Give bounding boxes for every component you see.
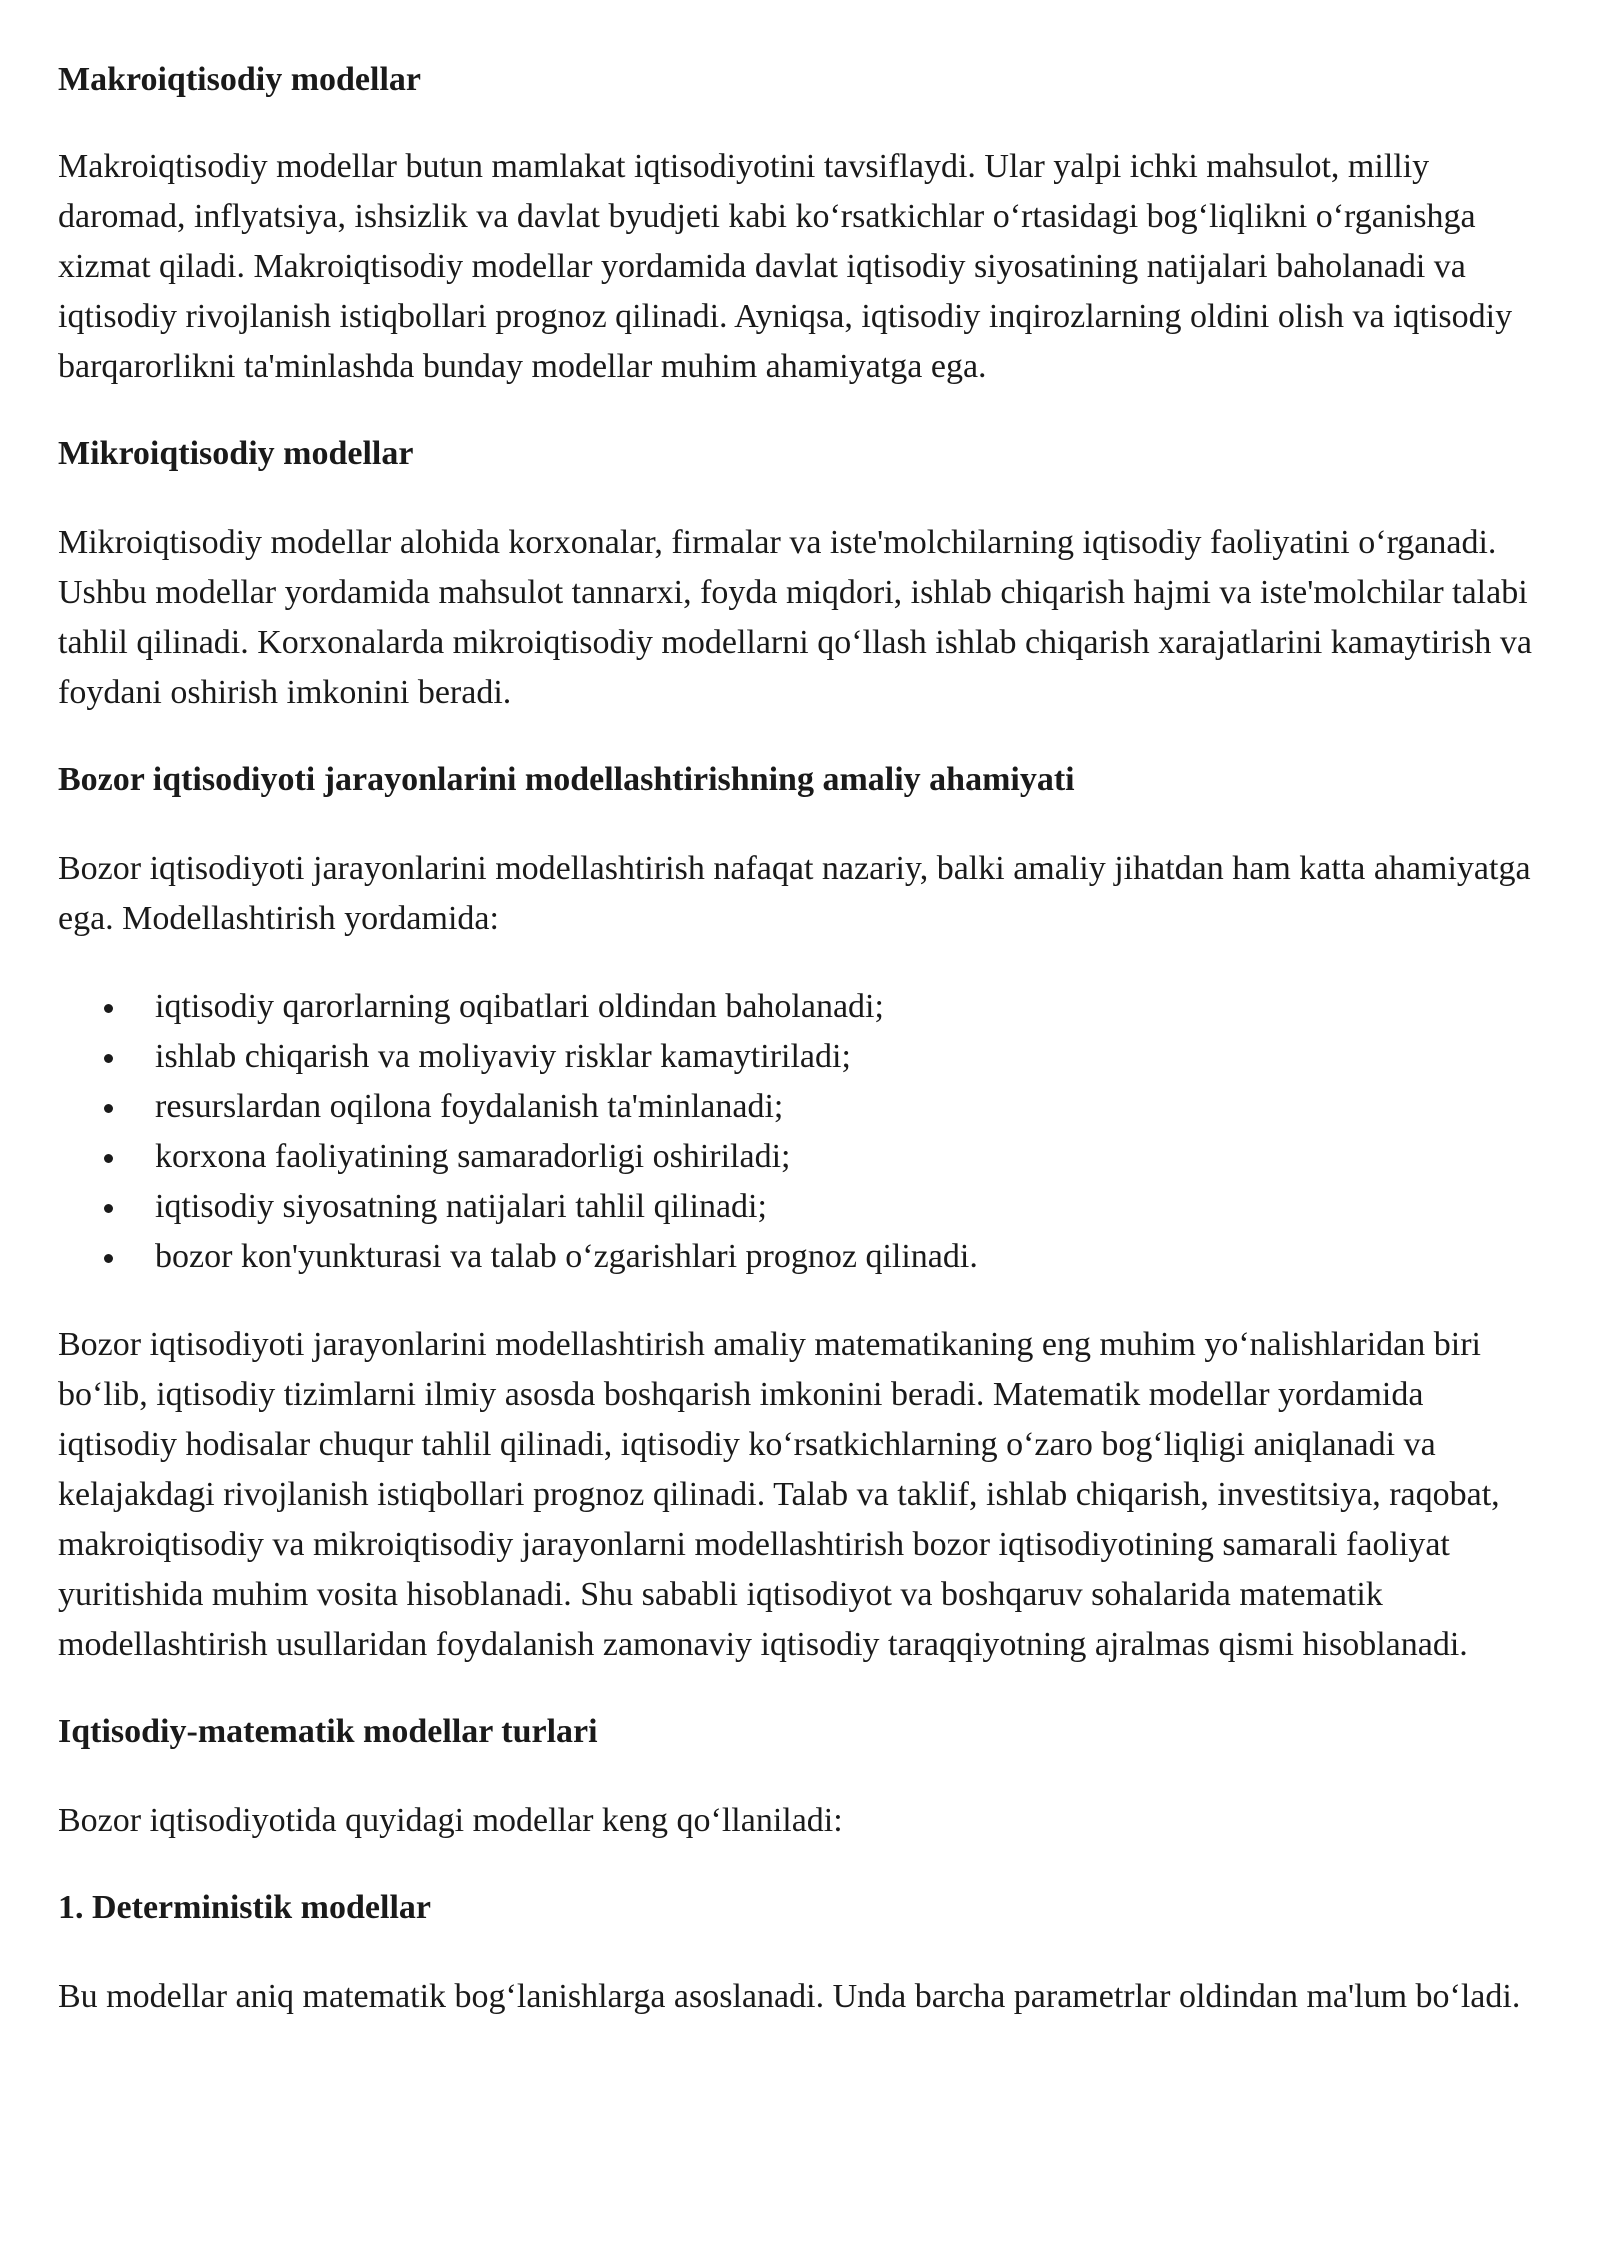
list-item xyxy=(58,1032,1550,1082)
bullet-icon xyxy=(104,1054,113,1063)
list-item-text: korxona faoliyatining samaradorligi oshiriladi; xyxy=(155,1138,791,1175)
section-heading-types: Iqtisodiy-matematik modellar turlari xyxy=(58,1713,598,1750)
list-item xyxy=(58,1082,1550,1132)
paragraph-practical-intro: Bozor iqtisodiyoti jarayonlarini modellashtirish nafaqat nazariy, balki amaliy jihatdan ham katta ahamiyatga ega. Modellashtirish yordamida: xyxy=(58,850,1531,937)
list-item-text: iqtisodiy qarorlarning oqibatlari oldindan baholanadi; xyxy=(155,988,884,1025)
list-item xyxy=(58,1182,1550,1232)
paragraph-micro: Mikroiqtisodiy modellar alohida korxonalar, firmalar va iste'molchilarning iqtisodiy faoliyatini oʻrganadi. Ushbu modellar yordamida mahsulot tannarxi, foyda miqdori, ishlab chiqarish hajmi va iste'molchilar talabi tahlil qilinadi. Korxonalarda mikroiqtisodiy modellarni qoʻllash ishlab chiqarish xarajatlarini kamaytirish va foydani oshirish imkonini beradi. xyxy=(58,524,1532,711)
paragraph-practical-conclusion: Bozor iqtisodiyoti jarayonlarini modellashtirish amaliy matematikaning eng muhim yoʻnalishlaridan biri boʻlib, iqtisodiy tizimlarni ilmiy asosda boshqarish imkonini beradi. Matematik modellar yordamida iqtisodiy hodisalar chuqur tahlil qilinadi, iqtisodiy koʻrsatkichlarning oʻzaro bogʻliqligi aniqlanadi va kelajakdagi rivojlanish istiqbollari prognoz qilinadi. Talab va taklif, ishlab chiqarish, investitsiya, raqobat, makroiqtisodiy va mikroiqtisodiy jarayonlarni modellashtirish bozor iqtisodiyotining samarali faoliyat yuritishida muhim vosita hisoblanadi. Shu sababli iqtisodiyot va boshqaruv sohalarida matematik modellashtirish usullaridan foydalanish zamonaviy iqtisodiy taraqqiyotning ajralmas qismi hisoblanadi. xyxy=(58,1326,1500,1663)
bullet-icon xyxy=(104,1104,113,1113)
bullet-icon xyxy=(104,1254,113,1263)
bullet-list xyxy=(58,982,1550,1282)
paragraph-macro: Makroiqtisodiy modellar butun mamlakat iqtisodiyotini tavsiflaydi. Ular yalpi ichki mahsulot, milliy daromad, inflyatsiya, ishsizlik va davlat byudjeti kabi koʻrsatkichlar oʻrtasidagi bogʻliqlikni oʻrganishga xizmat qiladi. Makroiqtisodiy modellar yordamida davlat iqtisodiy siyosatining natijalari baholanadi va iqtisodiy rivojlanish istiqbollari prognoz qilinadi. Ayniqsa, iqtisodiy inqirozlarning oldini olish va iqtisodiy barqarorlikni ta'minlashda bunday modellar muhim ahamiyatga ega. xyxy=(58,148,1513,385)
list-item-text: iqtisodiy siyosatning natijalari tahlil qilinadi; xyxy=(155,1188,767,1225)
bullet-icon xyxy=(104,1154,113,1163)
bullet-icon xyxy=(104,1204,113,1213)
list-item xyxy=(58,982,1550,1032)
list-item xyxy=(58,1232,1550,1282)
section-heading-micro: Mikroiqtisodiy modellar xyxy=(58,435,414,472)
list-item-text: ishlab chiqarish va moliyaviy risklar kamaytiriladi; xyxy=(155,1038,851,1075)
paragraph-types: Bozor iqtisodiyotida quyidagi modellar keng qoʻllaniladi: xyxy=(58,1802,843,1839)
list-item-text: resurslardan oqilona foydalanish ta'minlanadi; xyxy=(155,1088,784,1125)
section-heading-practical: Bozor iqtisodiyoti jarayonlarini modellashtirishning amaliy ahamiyati xyxy=(58,761,1075,798)
section-heading-macro: Makroiqtisodiy modellar xyxy=(58,61,421,98)
paragraph-deterministic: Bu modellar aniq matematik bogʻlanishlarga asoslanadi. Unda barcha parametrlar oldindan ma'lum boʻladi. xyxy=(58,1978,1521,2015)
section-heading-deterministic: 1. Deterministik modellar xyxy=(58,1889,431,1926)
list-item xyxy=(58,1132,1550,1182)
bullet-icon xyxy=(104,1004,113,1013)
list-item-text: bozor kon'yunkturasi va talab oʻzgarishlari prognoz qilinadi. xyxy=(155,1238,978,1275)
